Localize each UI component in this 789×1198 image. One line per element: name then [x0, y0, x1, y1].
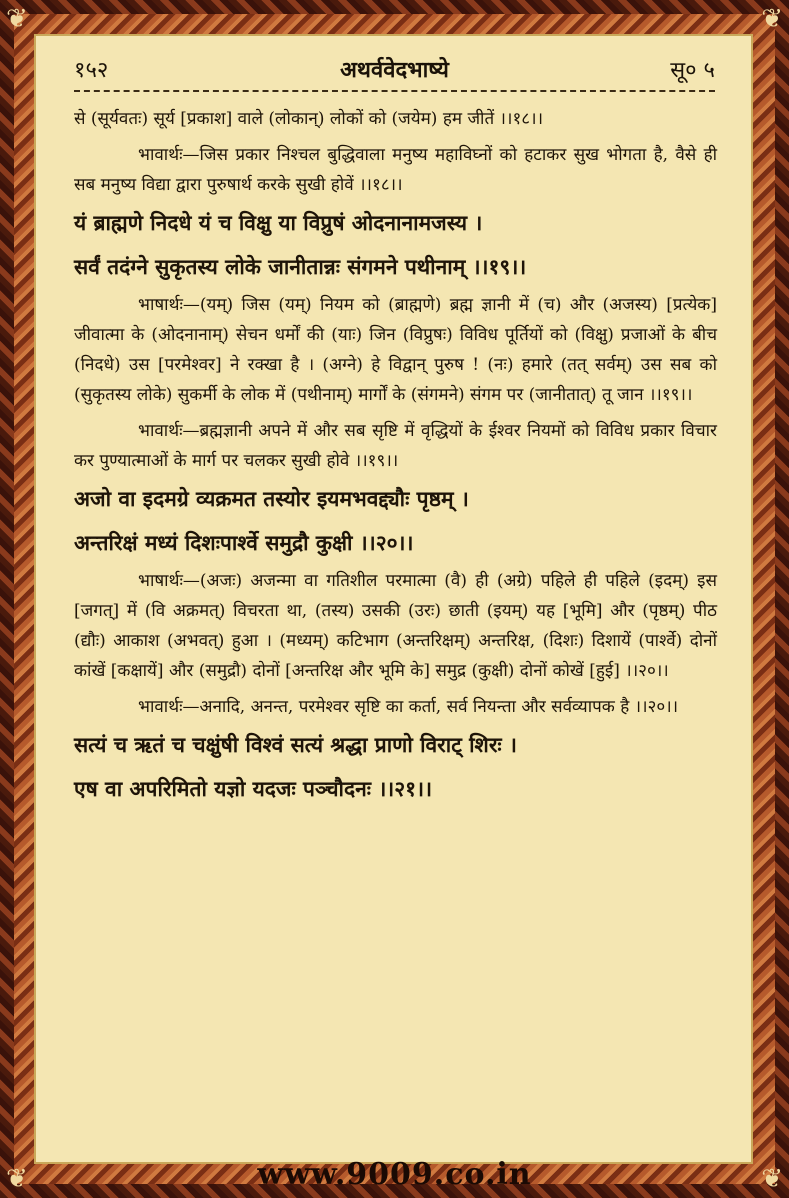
bhashartha-paragraph: भाषार्थः—(अजः) अजन्मा वा गतिशील परमात्मा (वै) ही (अग्रे) पहिले ही पहिले (इदम्) इस [जगत्] में (वि अक्रमत्) विचरता था, (तस्य) उसकी (उरः) छाती (इयम्) यह [भूमि] और (पृष्ठम्) पीठ (द्यौः) आकाश (अभवत्) हुआ । (मध्यम्) कटिभाग (अन्तरिक्षम्) अन्तरिक्ष, (दिशः) दिशायें (पार्श्वे) दोनों कांखें [कक्षायें] और (समुद्रौ) दोनों [अन्तरिक्ष और भूमि के] समुद्र (कुक्षी) दोनों कोखें [हुई] ।।२०।। — [74, 571, 717, 681]
page-number: १५२ — [74, 58, 109, 83]
bhavartha-paragraph: भावार्थः—अनादि, अनन्त, परमेश्वर सृष्टि का कर्ता, सर्व नियन्ता और सर्वव्यापक है ।।२०।। — [138, 697, 679, 717]
bhavartha-paragraph: भावार्थः—ब्रह्मज्ञानी अपने में और सब सृष्टि में वृद्धियों के ईश्वर नियमों को विविध प्रकार विचार कर पुण्यात्माओं के मार्ग पर चलकर सुखी होवे ।।१९।। — [74, 421, 717, 471]
corner-ornament-icon: ❦ — [761, 4, 783, 34]
website-watermark: www.9009.co.in — [257, 1157, 532, 1192]
mantra-line: अन्तरिक्षं मध्यं दिशःपार्श्वे समुद्रौ कुक्षी ।।२०।। — [74, 530, 414, 555]
corner-ornament-icon: ❦ — [761, 1164, 783, 1194]
book-title: अथर्ववेदभाष्ये — [340, 57, 449, 83]
mantra-line: अजो वा इदमग्रे व्यक्रमत तस्योर इयमभवद्द्यौः पृष्ठम् । — [74, 486, 469, 511]
sukta-number: सू० ५ — [670, 58, 715, 83]
mantra-line: यं ब्राह्मणे निदधे यं च विक्षु या विप्रुषं ओदनानामजस्य । — [74, 210, 483, 235]
page-header — [74, 54, 715, 94]
page-body — [74, 104, 717, 812]
corner-ornament-icon: ❦ — [6, 1164, 28, 1194]
corner-ornament-icon: ❦ — [6, 4, 28, 34]
book-page — [34, 34, 753, 1164]
paragraph: से (सूर्यवतः) सूर्य [प्रकाश] वाले (लोकान्) लोकों को (जयेम) हम जीतें ।।१८।। — [74, 109, 544, 129]
bhashartha-paragraph: भाषार्थः—(यम्) जिस (यम्) नियम को (ब्राह्मणे) ब्रह्म ज्ञानी में (च) और (अजस्य) [प्रत्येक] जीवात्मा के (ओदनानाम्) सेचन धर्मों की (याः) जिन (विप्रुषः) विविध पूर्तियों को (विक्षु) प्रजाओं के बीच (निदधे) उस [परमेश्वर] ने रक्खा है । (अग्ने) हे विद्वान् पुरुष ! (नः) हमारे (तत् सर्वम्) उस सब को (सुकृतस्य लोके) सुकर्मी के लोक में (पथीनाम्) मार्गों के (संगमने) संगम पर (जानीतात्) तू जान ।।१९।। — [74, 295, 717, 405]
mantra-line: सर्वं तदंग्ने सुकृतस्य लोके जानीतान्नः संगमने पथीनाम् ।।१९।। — [74, 254, 527, 279]
mantra-line: सत्यं च ऋतं च चक्षुंषी विश्वं सत्यं श्रद्धा प्राणो विराट् शिरः । — [74, 732, 517, 757]
header-divider — [74, 90, 715, 92]
mantra-line: एष वा अपरिमितो यज्ञो यदजः पञ्चौदनः ।।२१।। — [74, 776, 433, 801]
bhavartha-paragraph: भावार्थः—जिस प्रकार निश्चल बुद्धिवाला मनुष्य महाविघ्नों को हटाकर सुख भोगता है, वैसे ही सब मनुष्य विद्या द्वारा पुरुषार्थ करके सुखी होवें ।।१८।। — [74, 145, 717, 195]
